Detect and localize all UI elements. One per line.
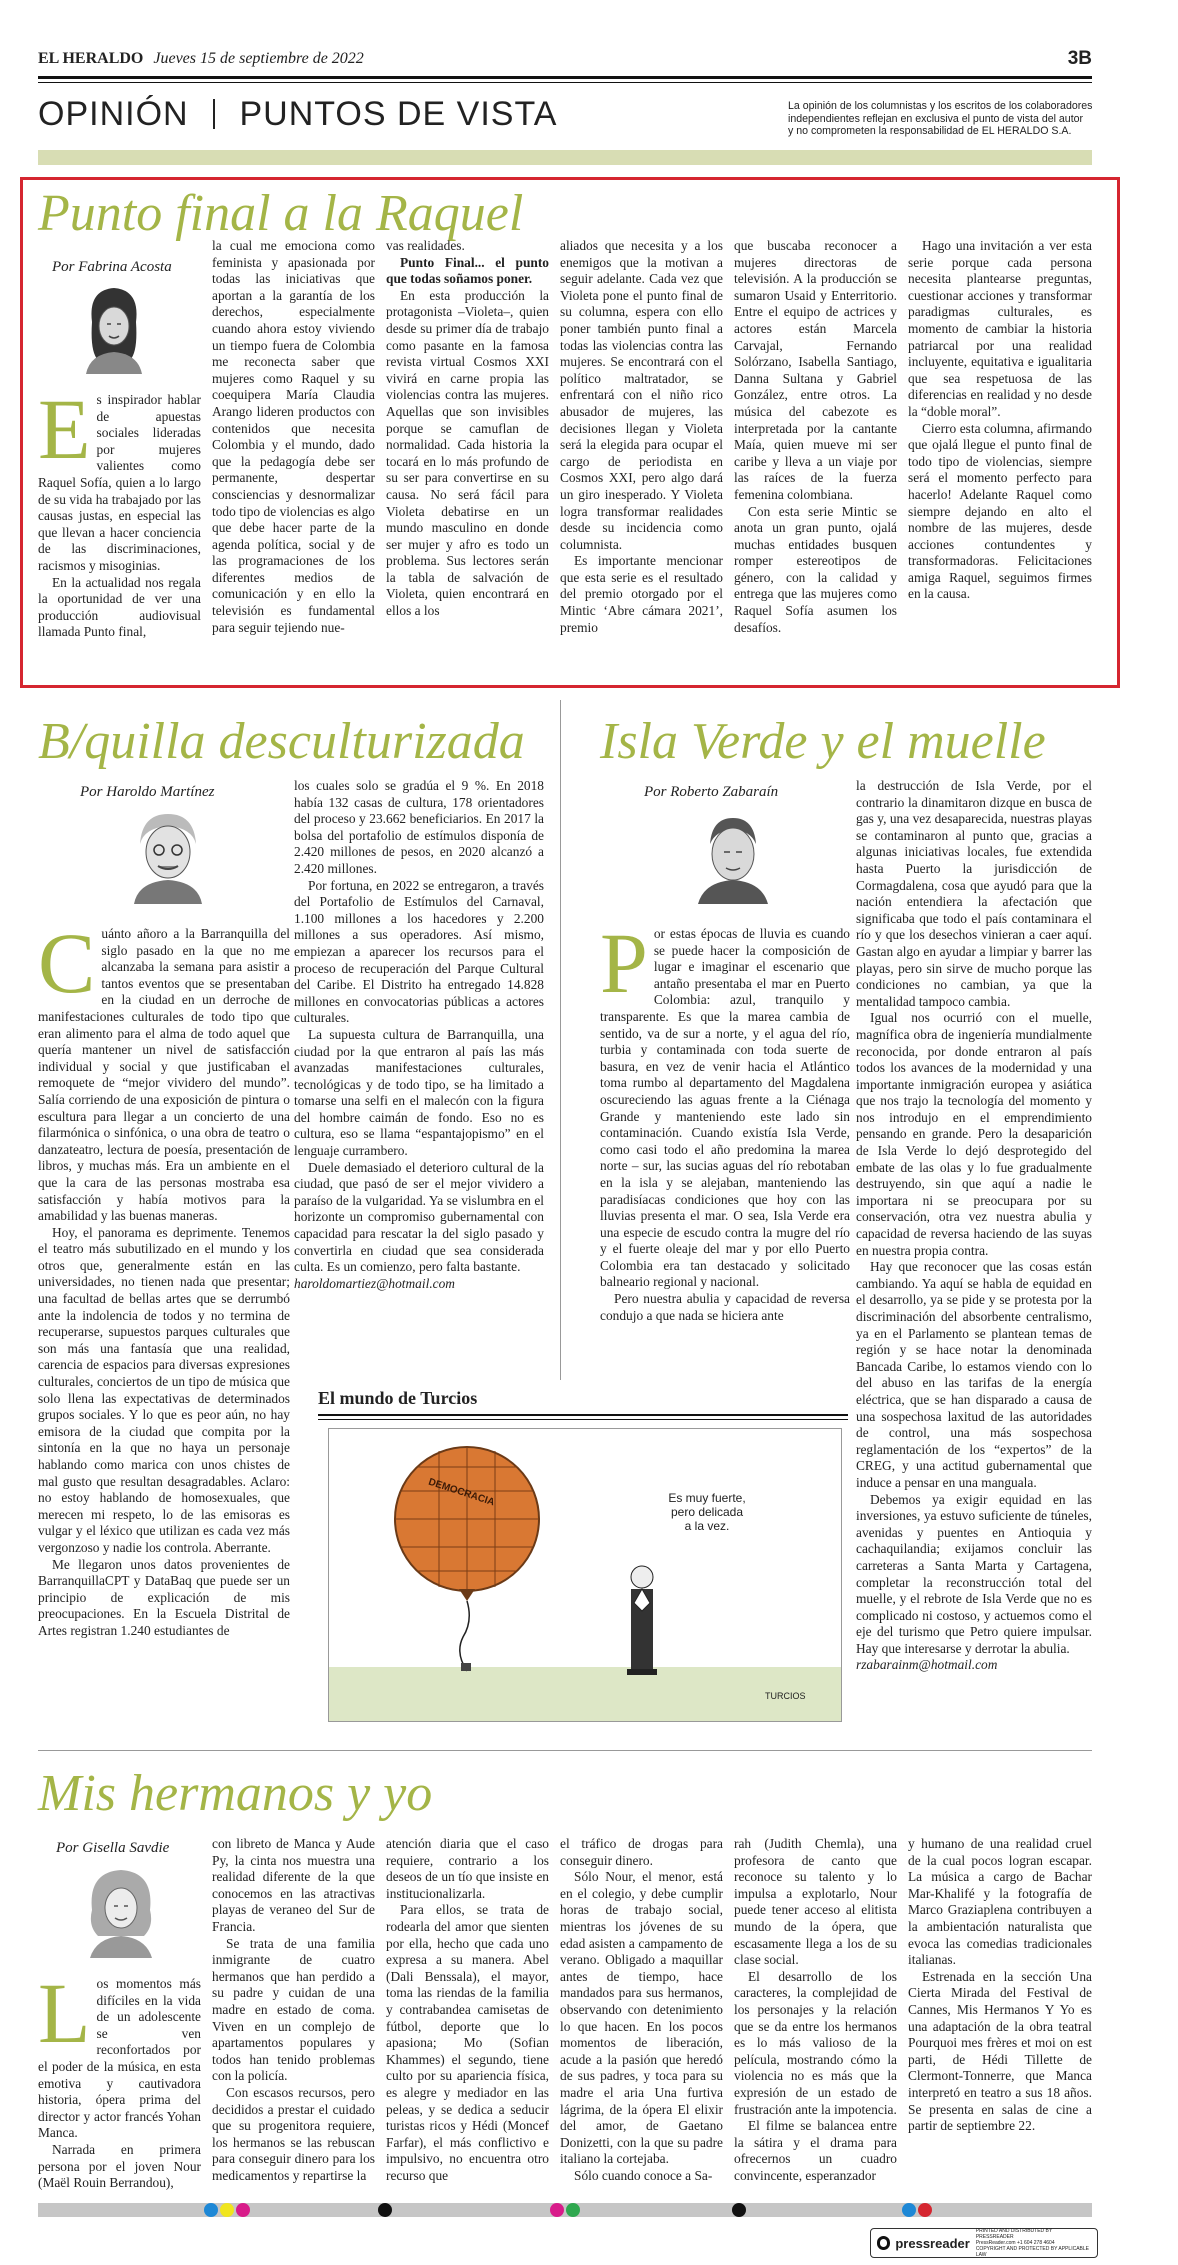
registration-dot [220,2203,234,2217]
article-title: Punto final a la Raquel [38,185,524,242]
dropcap: L [38,1965,91,2061]
author-photo [694,808,772,904]
paragraph: Hoy, el panorama es deprimente. Tenemos el teatro más subutilizado en el mundo y los otros que, generalmente están en las universidades, no tienen nada que presentar; una facultad de bellas artes que se derrumbó ante la indolencia de todos y no termina de recuperarse, supuestos parques culturales que son más una fantasía que una realidad, carencia de espacios para diversas expresiones culturales, conciertos de un tipo de música que solo llena las expectativas de determinados grupos sociales. Y lo que es peor aún, no hay emisora de la ciudad que compita por la sintonía en la que no haya un personaje hablando como marica con unos chistes de mal gusto que resultan desagradables. Aclaro: no estoy hablando de homosexuales, que merecen mi respeto, lo de las emisoras es vulgar y el léxico que utilizan es cada vez más vergonzoso y nadie los controla. Aberrante. [38,1224,290,1555]
pressreader-line: PressReader.com +1 604 278 4604 [975,2240,1055,2246]
paragraph: Es importante mencionar que esta serie es el resultado del premio otorgado por el Mintic ‘Abre cámara 2021’, premio [560,553,723,635]
registration-dot [566,2203,580,2217]
section-divider [213,99,215,129]
author-photo [78,282,150,374]
paragraph: el tráfico de drogas para conseguir dinero. [560,1836,723,1868]
page-number: 3B [1067,48,1092,69]
article4-col5 [734,1836,897,2184]
paragraph: Hago una invitación a ver esta serie porque cada persona necesita plantearse preguntas, cuestionar acciones y transformar paradigmas culturales, es momento de cambiar la historia patriarcal por una realidad incluyente, equitativa e igualitaria que sea respetuosa de las diferencias en realidad y no desde la “doble moral”. [908,238,1092,419]
paragraph: Me llegaron unos datos provenientes de BarranquillaCPT y DataBaq que puede ser un principio de explicación de mis preocupaciones. En la Escuela Distrital de Artes registran 1.240 estudiantes de [38,1556,290,1638]
subsection-name: PUNTOS DE VISTA [239,95,558,133]
lead-quote: Punto Final... el punto que todas soñamos poner. [386,254,549,287]
paragraph: que buscaba reconocer a mujeres directoras de televisión. A la producción se sumaron Usaid y Enterritorio. Entre el equipo de actrices y actores están Marcela Carvajal, Fernando Solórzano, Isabella Santiago, Danna Sultana y Gabriel González, entre otros. La música del cabezote es interpretada por la cantante Maía, quien mueve mi ser caribe y lleva a un viaje por las raíces de la fuerza femenina colombiana. [734,238,897,502]
paragraph: la destrucción de Isla Verde, por el contrario la dinamitaron dizque en busca de gas y, una vez desaparecida, nuestras playas se contaminaron al punto que, gracias a algunas iniciativas locales, fue extendida hasta Puerto la jurisdicción de Cormagdalena, cosa que ayudó para que la nación entendiera la afectación que significaba que todo el país contaminara el río y que los desechos vinieran a caer aquí. Gastan algo en ayudar a limpiar y barrer las playas, pero sin sirve de mucho porque las condiciones no cambian, ya que la mentalidad tampoco cambia. [856,778,1092,1009]
article3-col2 [856,778,1092,1674]
paragraph: y humano de una realidad cruel de la cual pocos logran escapar. La música a cargo de Bachar Mar-Khalifé y la fotografía de Marco Graziaplena contribuyen a la ambientación naturalista que evoca las comedias tradicionales italianas. [908,1836,1092,1968]
paragraph: Pero nuestra abulia y capacidad de reversa condujo a que nada se hiciera ante [600,1291,850,1323]
paragraph: los cuales solo se gradúa el 9 %. En 2018 había 132 casas de cultura, 178 orientadores del proceso y 23.662 beneficiarios. En 2017 la bolsa del portafolio de estímulos disponía de 2.420 millones de pesos, en 2020 alcanzó a 2.420 millones. [294,778,544,876]
registration-dot [732,2203,746,2217]
article-byline: Por Fabrina Acosta [52,259,172,275]
article1-col6 [908,238,1092,603]
cartoon-rule [318,1414,848,1416]
article1-col2 [212,238,375,636]
paper-name: EL HERALDO [38,50,144,67]
article1-col5 [734,238,897,636]
cartoon-title: El mundo de Turcios [318,1388,478,1408]
color-registration-bar [38,2203,1092,2217]
paragraph: Igual nos ocurrió con el muelle, magnífica obra de ingeniería mundialmente reconocida, por donde entraron al país todos los avances de la modernidad y una importante inmigración europea y asiática que nos trajo la tecnología del momento y nos introdujo en el emprendimiento pensando en grande. Pero la desaparición de Isla Verde lo dejó desprotegido del embate de las olas y lo fue gradualmente destruyendo, sin que aquí a nadie le importara ni se preocupara por su conservación, otra vez nuestra abulia y capacidad de reversa haciendo de las suyas en nuestra propia contra. [856,1010,1092,1258]
paragraph: or estas épocas de lluvia es cuando se puede hacer la composición de lugar e imaginar el escenario que antaño presentaba el mar en Puerto Colombia: azul, tranquilo y transparente. Es que la marea cambia de sentido, va de sur a norte, y el agua del río, turbia y contaminada con toda suerte de basura, en vez de venir hacia el Atlántico toma rumbo al departamento del Magdalena oscureciendo las aguas frente a la Ciénaga Grande y manteniendo este lado sin contaminación. Cuando existía Isla Verde, como casi todo el año predomina la marea norte – sur, las sucias aguas del río rebotaban en la isla y se alejaban, manteniendo las paradisíacas condiciones que hoy con las lluvias presenta el mar. O sea, Isla Verde era una especie de escudo contra la mugre del río y el fuerte oleaje del mar y por ello Puerto Colombia era tan destacado y solicitado balneario regional y nacional. [600,926,850,1290]
paragraph: Narrada en primera persona por el joven Nour (Maël Rouin Berrandou), [38,2141,201,2191]
author-email[interactable]: rzabarainm@hotmail.com [856,1657,998,1673]
registration-dot [236,2203,250,2217]
speech-bubble [647,1491,767,1533]
pressreader-stamp [870,2228,1098,2258]
paragraph: Con esta serie Mintic se anota un gran punto, ojalá muchas entidades busquen romper estereotipos de género, con la calidad y entrega que las mujeres como Raquel Sofía asumen los desafíos. [734,503,897,635]
paragraph: uánto añoro a la Barranquilla del siglo pasado en la que no me alcanzaba la semana para asistir a tantos eventos que se presentaban en la ciudad en un derroche de manifestaciones culturales de todo tipo que eran alimento para el alma de todo aquel que quería mantener un nivel de satisfacción individual y social y que justificaban el remoquete de “mejor vividero del mundo”. Salía corriendo de una exposición de pintura o escultura para llegar a un concierto de una filarmónica o sinfónica, o una obra de teatro o danzateatro, lectura de poesía, presentación de libros, y muchas más. Era un ambiente en el que la cara de las personas mostraba esa satisfacción y había motivos para la amabilidad y las buenas maneras. [38,926,290,1224]
paragraph: os momentos más difíciles en la vida de un adolescente se ven reconfortados por el poder de la música, en esta emotiva y cautivadora historia, ópera prima del director y actor francés Yohan Manca. [38,1976,201,2141]
article3-col1 [600,915,850,1324]
paragraph: con libreto de Manca y Aude Py, la cinta nos muestra una realidad diferente de la que conocemos en las atractivas playas de veraneo del Sur de Francia. [212,1836,375,1934]
registration-dot [902,2203,916,2217]
dropcap: E [38,381,91,477]
header-top-rule-thin [38,82,1092,83]
paragraph: Por fortuna, en 2022 se entregaron, a través del Portafolio de Estímulos del Carnaval, 1.100 millones a los hacedores y 2.200 millones a sus operadores. Así mismo, empiezan a aparecer los recursos para el proceso de recuperación del Parque Cultural del Caribe. El Distrito ha entregado 14.828 millones en convocatorias públicas a actores culturales. [294,877,544,1026]
article-byline: Por Gisella Savdie [56,1840,170,1856]
article-byline: Por Haroldo Martínez [80,784,215,800]
article1-col1 [38,381,201,641]
paragraph: Se trata de una familia inmigrante de cuatro hermanos que han perdido a su padre y cuidan de una madre en estado de coma. Viven en un complejo de apartamentos populares y todos han tenido problemas con la policía. [212,1935,375,2084]
paragraph: En la actualidad nos regala la oportunidad de ver una producción audiovisual llamada Punto final, [38,574,201,640]
paragraph: rah (Judith Chemla), una profesora de canto que reconoce su talento y lo impulsa a explotarlo, Nour puede tener acceso al elitista mundo de la ópera, que escasamente llega a los de su clase social. [734,1836,897,1968]
paragraph: Con escasos recursos, pero decididos a prestar el cuidado que su progenitora requiere, los hermanos se las rebuscan para conseguir dinero para los medicamentos y repartirse la [212,2084,375,2183]
registration-dot [550,2203,564,2217]
dropcap: C [38,915,96,1011]
issue-date: Jueves 15 de septiembre de 2022 [153,50,364,67]
article4-col3 [386,1836,549,2184]
paragraph: Debemos ya exigir equidad en las inversiones, ya estuvo suficiente de túneles, avenidas y puentes en Antioquia y cachaquilandia; exijamos concluir las carreteras a Santa Marta y Cartagena, completar la reconstrucción total del muelle, y el rebrote de Isla Verde que no es complicado ni costoso, y actuemos como el eje del turismo que Petro quiere impulsar. Hay que interesarse y derrotar la abulia. [856,1491,1092,1656]
author-photo [128,808,208,904]
paragraph: Estrenada en la sección Una Cierta Mirada del Festival de Cannes, Mis Hermanos Y Yo es una adaptación de la obra teatral Pourquoi mes frères et moi on est parti, de Hédi Tillette de Clermont-Tonnerre, que Manca interpretó en teatro a sus 18 años. Se presenta en salas de cine a partir de septiembre 22. [908,1968,1092,2134]
cartoonist-signature: TURCIOS [765,1691,806,1701]
article-byline: Por Roberto Zabaraín [644,784,779,800]
paragraph: Sólo Nour, el menor, está en el colegio, y debe cumplir horas de trabajo social, mientras los jóvenes de su edad asisten a campamento de verano. Obligado a maquillar antes de tiempo, hace mandados para sus hermanos, observando con detenimiento lo que hacen. En los pocos momentos de liberación, acude a la pasión que heredó de sus padres, y toca para su madre el aria Una furtiva lágrima, de la ópera El elixir del amor, de Gaetano Donizetti, con la que su padre italiano la cortejaba. [560,1869,723,2167]
article4-col2 [212,1836,375,2184]
article-title: B/quilla desculturizada [38,713,525,770]
paragraph: aliados que necesita y a los enemigos que la motivan a seguir adelante. Cada vez que Violeta pone el punto final de su columna, espera con ello poner también punto final a todas las violencias contra las mujeres. Se encontrará con el político maltratador, se enfrentará con el niño rico abusador de mujeres, las decisiones llegan y Violeta será la elegida para ocupar el cargo de periodista en Cosmos XXI, pero algo dará un giro inesperado. Y Violeta logra transformar realidades desde su incidencia como columnista. [560,238,723,552]
speech-line: pero delicada [670,1505,744,1519]
registration-dot [378,2203,392,2217]
registration-dot [918,2203,932,2217]
disclaimer-line: La opinión de los columnistas y los escritos de los colaboradores [788,100,1093,112]
paragraph: Para ellos, se trata de rodearla del amor que sienten por ella, hecho que cada uno expresa a su manera. Abel (Dali Benssala), el mayor, toma las riendas de la familia y contrabandea camisetas de fútbol, deporte que lo apasiona; Mo (Sofian Khammes) el segundo, tiene culto por su apariencia física, es alegre y mediador en las peleas, y se dedica a seducir turistas ricos y Hédi (Moncef Farfar), el más conflictivo e impulsivo, no encuentra otro recurso que [386,1902,549,2183]
article1-col3 [386,238,549,620]
header-band [38,150,1092,165]
cartoon-rule-thin [318,1419,848,1420]
pressreader-line: COPYRIGHT AND PROTECTED BY APPLICABLE LAW [975,2246,1089,2258]
speech-line: Es muy fuerte, [668,1491,746,1505]
paragraph: vas realidades. [386,238,465,253]
dropcap: P [600,915,648,1011]
paragraph: Duele demasiado el deterioro cultural de la ciudad, que pasó de ser el mejor vividero a paraíso de la vulgaridad. Ya se vislumbra en el horizonte un compromiso gubernamental con capacidad para rescatar la del siglo pasado y convertirla en ciudad que sea considerada culta. Es un comienzo, pero falta bastante. [294,1159,544,1275]
section-title [38,95,557,134]
disclaimer-line: y no comprometen la responsabilidad de EL HERALDO S.A. [788,125,1072,138]
pressreader-line: PRINTED AND DISTRIBUTED BY PRESSREADER [975,2228,1053,2240]
article4-col4 [560,1836,723,2184]
author-photo [84,1862,158,1958]
paragraph: Sólo cuando conoce a Sa- [574,2167,713,2183]
article2-col1 [38,915,290,1640]
article4-col1 [38,1965,201,2192]
speech-line: a la vez. [684,1519,730,1533]
paragraph: El filme se balancea entre la sátira y el drama para ofrecernos un cuadro convincente, esperanzador [734,2118,897,2183]
section-name: OPINIÓN [38,95,189,133]
paragraph: La supuesta cultura de Barranquilla, una ciudad por la que entraron al país las más avanzadas manifestaciones culturales, tecnológicas y de todo tipo, se ha limitado a tomarse una selfi en el malecón con la figura del hombre caimán de fondo. Eso no es cultura, eso se llama “espantajopismo” en el lenguaje currambero. [294,1026,544,1159]
paragraph: la cual me emociona como feminista y apasionada por todas las iniciativas que aportan a la garantía de los derechos, especialmente cuando ahora estoy viviendo un tiempo fuera de Colombia me reconecta saber que mujeres como Raquel y su coequipera María Claudia Arango lideren productos con contenidos que necesita Colombia y el mundo, dado que la pedagogía debe ser permanente, despertar consciencias y desnormalizar todo tipo de violencias es algo que debe hacer parte de la agenda política, social y de las programaciones de los diferentes medios de comunicación y en ello la televisión es fundamental para seguir tejiendo nue- [212,238,375,635]
pressreader-notice [976,2228,1091,2258]
paragraph: En esta producción la protagonista –Violeta–, quien desde su primer día de trabajo como pasante en la famosa revista virtual Cosmos XXI vivirá en carne propia las violencias contra las mujeres. Aquellas que son invisibles porque se camuflan de normalidad. Cada historia la tocará en lo más profundo de su ser para convertirse en su causa. No será fácil para Violeta debatirse en un mundo masculino en donde ser mujer y afro es todo un problema. Sus lectores serán la tabla de salvación de Violeta, quien encontrará en ellos a los [386,287,549,619]
paragraph: Hay que reconocer que las cosas están cambiando. Ya aquí se habla de equidad en el desarrollo, ya se pide y se protesta por la discriminación del absorbente centralismo, ya en el Parlamento se plantean temas de región y se hace notar la denominada Bancada Caribe, lo estamos viendo con lo del abuso en las tarifas de la energía eléctrica, que se han disparado a causa de una sospechosa laxitud de las autoridades de control, una más sospechosa reglamentación de los “expertos” de la CREG, y una actitud gubernamental que induce a pensar en una manguala. [856,1259,1092,1490]
paragraph: El desarrollo de los caracteres, la complejidad de los personajes y la relación que se da entre los hermanos es lo más valioso de la película, mostrando cómo la violencia no es más que la expresión de un estado de frustración ante la impotencia. [734,1968,897,2117]
disclaimer [788,100,1098,138]
cartoon-drawing [329,1429,841,1721]
column-divider [560,700,561,1380]
paragraph: atención diaria que el caso requiere, contrario a los deseos de un tío que insiste en institucionalizarla. [386,1836,549,1901]
article4-col6 [908,1836,1092,2135]
article-title: Isla Verde y el muelle [600,713,1046,770]
article1-col4 [560,238,723,636]
article-title: Mis hermanos y yo [38,1765,433,1822]
section-rule [38,1750,1092,1751]
cartoon [328,1428,842,1722]
paragraph: s inspirador hablar de apuestas sociales lideradas por mujeres valientes como Raquel Sofía, quien a lo largo de su vida ha trabajado por las causas justas, en especial las que llevan a hacer conciencia de las discriminaciones, racismos y misoginias. [38,392,201,573]
header-top-rule [38,76,1092,79]
article2-col2 [294,778,544,1292]
pressreader-logo-icon [877,2236,890,2250]
masthead [38,50,364,68]
registration-dot [204,2203,218,2217]
author-email[interactable]: haroldomartiez@hotmail.com [294,1275,455,1291]
balloon-text: DEMOCRACIA [426,1476,496,1509]
disclaimer-line: independientes reflejan en exclusiva el punto de vista del autor [788,112,1084,125]
paragraph: Cierro esta columna, afirmando que ojalá llegue el punto final de todo tipo de violencias, siempre será el momento perfecto para hacerlo! Adelante Raquel como siempre dejando en alto el nombre de las mujeres, desde acciones contundentes y transformadoras. Felicitaciones amiga Raquel, seguimos firmes en la causa. [908,420,1092,602]
pressreader-brand: pressreader [895,2235,970,2251]
